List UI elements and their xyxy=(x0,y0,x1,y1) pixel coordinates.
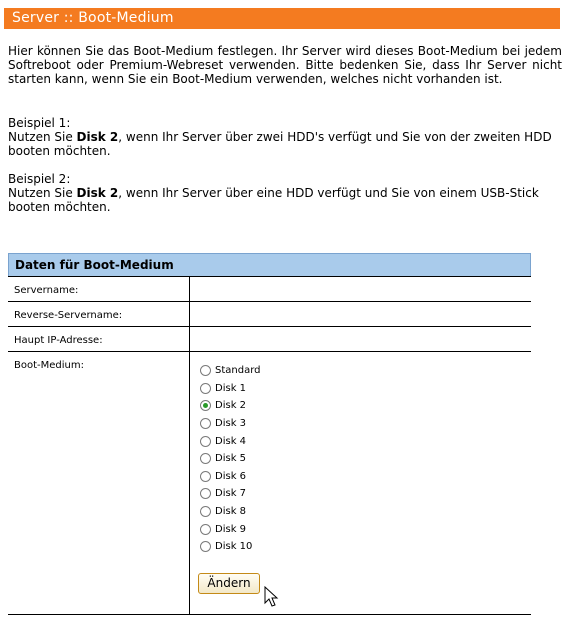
radio-list xyxy=(190,352,531,556)
boot-option-label: Disk 1 xyxy=(215,382,247,394)
radio-button[interactable] xyxy=(200,506,211,517)
example-2-pre: Nutzen Sie xyxy=(8,186,77,200)
radio-button[interactable] xyxy=(200,453,211,464)
radio-button[interactable] xyxy=(200,400,211,411)
page-title: Server :: Boot-Medium xyxy=(4,8,560,29)
boot-option-label: Disk 5 xyxy=(215,453,247,465)
radio-button[interactable] xyxy=(200,436,211,447)
ip-label: Haupt IP-Adresse: xyxy=(8,327,190,351)
row-ip xyxy=(8,326,531,351)
radio-button[interactable] xyxy=(200,541,211,552)
boot-medium-options xyxy=(190,352,531,614)
example-1-pre: Nutzen Sie xyxy=(8,130,77,144)
row-reverse-servername xyxy=(8,301,531,326)
row-boot-medium xyxy=(8,351,531,615)
radio-button[interactable] xyxy=(200,418,211,429)
boot-option-label: Disk 10 xyxy=(215,541,253,553)
example-2 xyxy=(8,172,562,214)
example-2-text xyxy=(8,186,562,214)
boot-option-label: Disk 3 xyxy=(215,418,247,430)
boot-option[interactable] xyxy=(200,362,531,380)
reverse-servername-value xyxy=(190,302,531,326)
submit-button[interactable]: Ändern xyxy=(198,573,260,594)
boot-option[interactable] xyxy=(200,380,531,398)
radio-button[interactable] xyxy=(200,365,211,376)
example-2-post: , wenn Ihr Server über eine HDD verfügt und Sie von einem USB-Stick booten möchten. xyxy=(8,186,539,214)
boot-option-label: Standard xyxy=(215,365,261,377)
example-1-bold: Disk 2 xyxy=(76,130,119,144)
intro-paragraph: Hier können Sie das Boot-Medium festlegen. Ihr Server wird dieses Boot-Medium bei jedem Softreboot oder Premium-Webreset verwenden. Bitte bedenken Sie, dass Ihr Server nicht starten kann, wenn Sie ein Boot-Medium verwenden, welches nicht vorhanden ist. xyxy=(8,44,562,86)
form-title: Daten für Boot-Medium xyxy=(8,253,531,276)
boot-option[interactable] xyxy=(200,503,531,521)
boot-option-label: Disk 2 xyxy=(215,400,247,412)
boot-option[interactable] xyxy=(200,450,531,468)
boot-option[interactable] xyxy=(200,432,531,450)
example-2-bold: Disk 2 xyxy=(76,186,119,200)
servername-value xyxy=(190,277,531,301)
radio-button[interactable] xyxy=(200,488,211,499)
example-1 xyxy=(8,116,562,158)
boot-option-label: Disk 8 xyxy=(215,506,247,518)
boot-option[interactable] xyxy=(200,485,531,503)
boot-option-label: Disk 4 xyxy=(215,435,247,447)
boot-option[interactable] xyxy=(200,520,531,538)
servername-label: Servername: xyxy=(8,277,190,301)
radio-button[interactable] xyxy=(200,471,211,482)
mouse-cursor-icon xyxy=(264,586,280,608)
reverse-servername-label: Reverse-Servername: xyxy=(8,302,190,326)
boot-option-label: Disk 7 xyxy=(215,488,247,500)
intro-text xyxy=(8,44,562,86)
boot-option[interactable] xyxy=(200,538,531,556)
boot-option[interactable] xyxy=(200,468,531,486)
example-1-text xyxy=(8,130,562,158)
boot-option-label: Disk 6 xyxy=(215,470,247,482)
boot-medium-label: Boot-Medium: xyxy=(8,352,190,614)
radio-button[interactable] xyxy=(200,524,211,535)
example-2-title: Beispiel 2: xyxy=(8,172,71,186)
boot-option[interactable] xyxy=(200,397,531,415)
boot-option[interactable] xyxy=(200,415,531,433)
example-1-title: Beispiel 1: xyxy=(8,116,71,130)
boot-medium-form xyxy=(8,253,531,615)
ip-value xyxy=(190,327,531,351)
radio-button[interactable] xyxy=(200,383,211,394)
boot-option-label: Disk 9 xyxy=(215,523,247,535)
row-servername xyxy=(8,276,531,301)
example-1-post: , wenn Ihr Server über zwei HDD's verfügt und Sie von der zweiten HDD booten möchten. xyxy=(8,130,552,158)
